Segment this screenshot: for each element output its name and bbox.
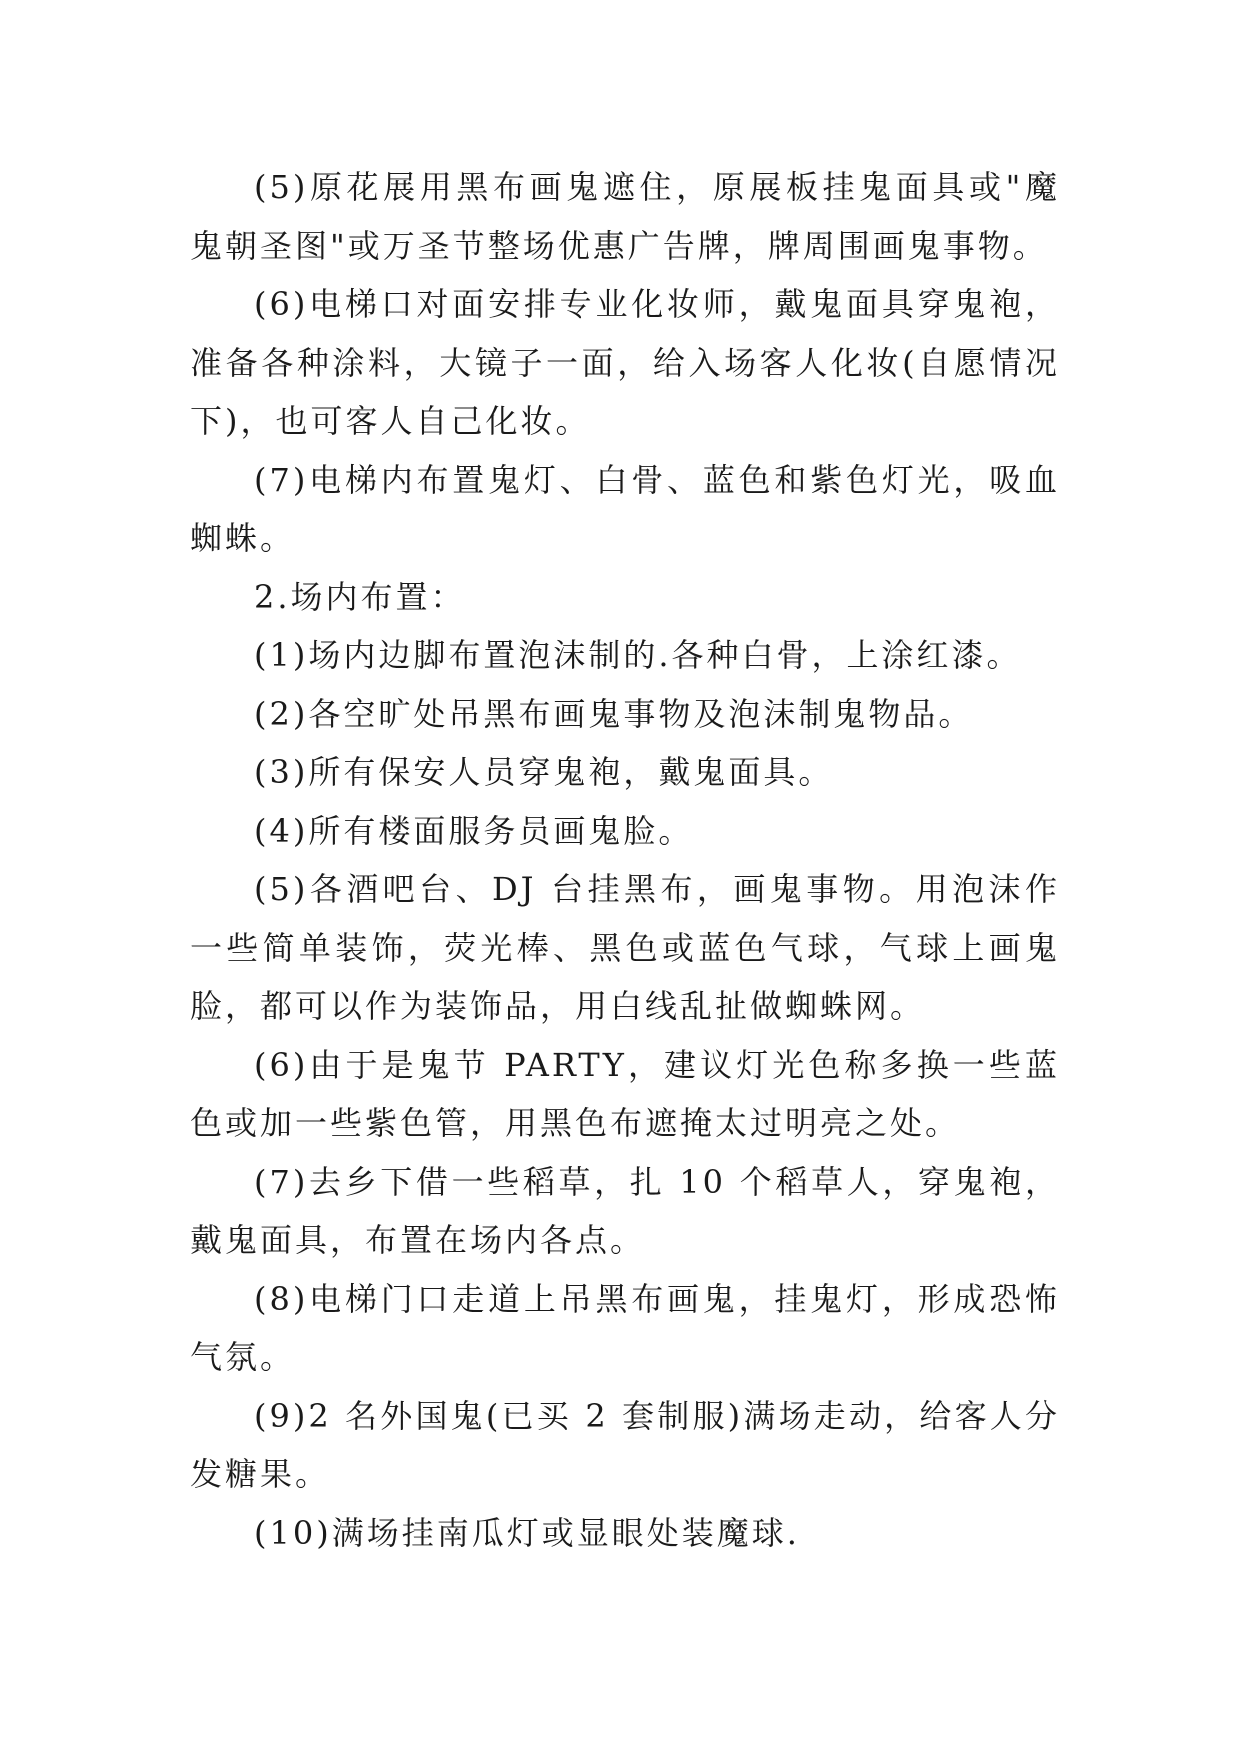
document-body — [190, 158, 1060, 1562]
paragraph-5-flower-exhibit: (5)原花展用黑布画鬼遮住，原展板挂鬼面具或"魔鬼朝圣图"或万圣节整场优惠广告牌，牌周围画鬼事物。 — [190, 168, 1060, 265]
paragraph-6-makeup-artist: (6)电梯口对面安排专业化妆师，戴鬼面具穿鬼袍，准备各种涂料，大镜子一面，给入场客人化妆(自愿情况下)，也可客人自己化妆。 — [190, 285, 1060, 440]
paragraph-9-foreign-ghosts: (9)2 名外国鬼(已买 2 套制服)满场走动，给客人分发糖果。 — [190, 1396, 1060, 1493]
paragraph-7-elevator-decor: (7)电梯内布置鬼灯、白骨、蓝色和紫色灯光，吸血蜘蛛。 — [190, 460, 1060, 557]
paragraph-6-lighting: (6)由于是鬼节 PARTY，建议灯光色称多换一些蓝色或加一些紫色管，用黑色布遮掩太过明亮之处。 — [190, 1045, 1060, 1142]
paragraph-7-scarecrows: (7)去乡下借一些稻草，扎 10 个稻草人，穿鬼袍，戴鬼面具，布置在场内各点。 — [190, 1162, 1060, 1259]
paragraph-8-hallway: (8)电梯门口走道上吊黑布画鬼，挂鬼灯，形成恐怖气氛。 — [190, 1279, 1060, 1376]
paragraph-5-bar-decor: (5)各酒吧台、DJ 台挂黑布，画鬼事物。用泡沫作一些简单装饰，荧光棒、黑色或蓝色气球，气球上画鬼脸，都可以作为装饰品，用白线乱扯做蜘蛛网。 — [190, 870, 1060, 1025]
section-heading-venue-layout: 2.场内布置： — [254, 577, 466, 616]
paragraph-4-staff-facepaint: (4)所有楼面服务员画鬼脸。 — [254, 811, 694, 850]
paragraph-3-security-costume: (3)所有保安人员穿鬼袍，戴鬼面具。 — [254, 753, 834, 791]
paragraph-1-foam-bones: (1)场内边脚布置泡沫制的.各种白骨，上涂红漆。 — [254, 636, 1022, 674]
paragraph-10-pumpkin-lanterns: (10)满场挂南瓜灯或显眼处装魔球. — [254, 1513, 800, 1552]
paragraph-2-hanging-cloth: (2)各空旷处吊黑布画鬼事物及泡沫制鬼物品。 — [254, 694, 974, 733]
